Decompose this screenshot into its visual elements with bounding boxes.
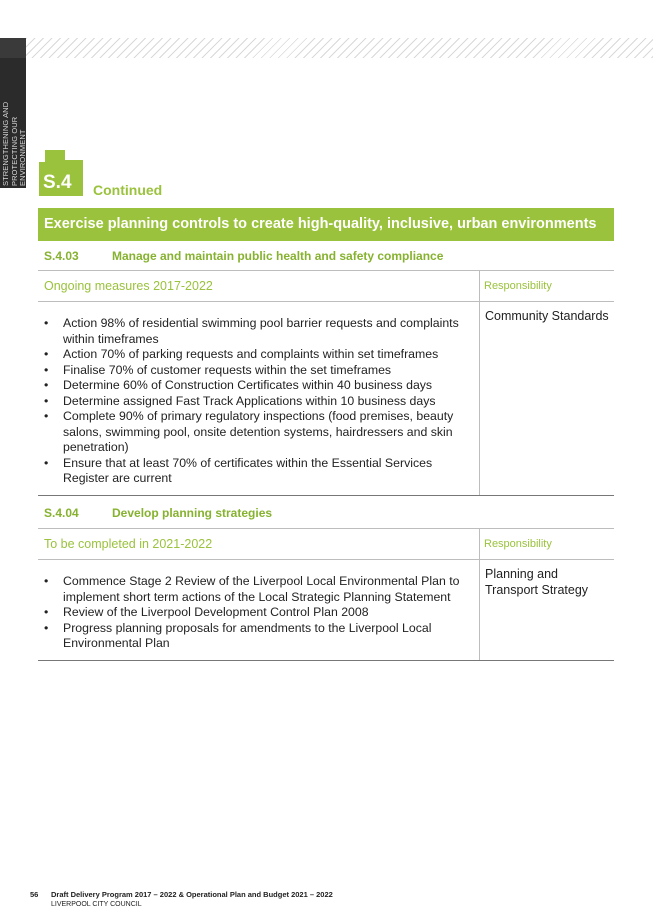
list-item: • Determine 60% of Construction Certificates within 40 business days [38,378,471,394]
list-item: • Complete 90% of primary regulatory inspections (food premises, beauty salons, swimming pool, onsite detention systems, hairdressers and skin penetration) [38,409,471,456]
item-code: S.4.03 [44,249,79,263]
footer-organisation: LIVERPOOL CITY COUNCIL [51,901,142,908]
list-item: • Finalise 70% of customer requests within the set timeframes [38,363,471,379]
table-row [38,302,614,495]
list-item: • Ensure that at least 70% of certificates within the Essential Services Register are current [38,456,471,487]
measures-column-header: To be completed in 2021-2022 [38,529,480,559]
item-code: S.4.04 [44,506,79,520]
measures-list [38,574,471,652]
list-item: • Review of the Liverpool Development Control Plan 2008 [38,605,471,621]
responsibility-value: Community Standards [485,309,609,323]
measures-table [38,270,614,496]
responsibility-value: Planning and Transport Strategy [485,567,589,597]
item-title: Manage and maintain public health and safety compliance [112,249,444,263]
measures-list [38,316,471,487]
decorative-hatch-band [26,38,653,58]
list-item: • Determine assigned Fast Track Applications within 10 business days [38,394,471,410]
measures-table [38,528,614,661]
list-item: • Progress planning proposals for amendments to the Liverpool Local Environmental Plan [38,621,471,652]
footer-document-title: Draft Delivery Program 2017 – 2022 & Operational Plan and Budget 2021 – 2022 [51,890,333,899]
section-number: S.4 [43,172,72,193]
list-item: • Commence Stage 2 Review of the Liverpool Local Environmental Plan to implement short term actions of the Local Strategic Planning Statement [38,574,471,605]
measures-column-header: Ongoing measures 2017-2022 [38,271,480,301]
responsibility-column-header: Responsibility [484,538,552,550]
page-number: 56 [30,890,39,899]
list-item: • Action 98% of residential swimming pool barrier requests and complaints within timeframes [38,316,471,347]
responsibility-column-header: Responsibility [484,280,552,292]
item-heading [44,249,443,263]
item-title: Develop planning strategies [112,506,273,520]
table-header-row [38,529,614,560]
table-row [38,560,614,660]
table-header-row [38,271,614,302]
sidebar-section-label: STRENGTHENING AND PROTECTING OUR ENVIRONMENT [1,101,27,186]
section-banner-title: Exercise planning controls to create high-quality, inclusive, urban environments [38,208,614,241]
list-item: • Action 70% of parking requests and complaints within set timeframes [38,347,471,363]
item-heading [44,506,272,520]
section-continued-label: Continued [93,182,163,198]
